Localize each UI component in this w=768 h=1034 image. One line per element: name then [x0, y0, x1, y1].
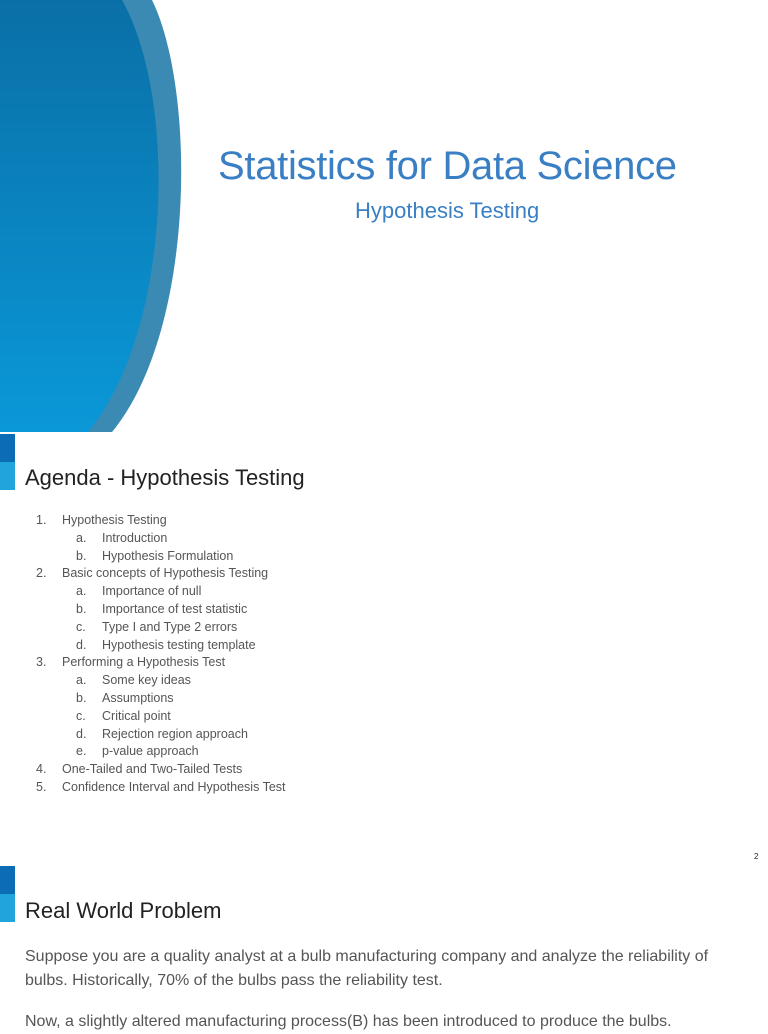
- agenda-subitem: e. p-value approach: [76, 744, 199, 759]
- agenda-list: [36, 512, 286, 797]
- agenda-item: 1. Hypothesis Testing: [36, 513, 167, 527]
- presentation-subtitle: Hypothesis Testing: [355, 198, 540, 223]
- accent-bar-light: [0, 894, 15, 922]
- agenda-heading: Agenda - Hypothesis Testing: [25, 465, 305, 490]
- agenda-item: 5. Confidence Interval and Hypothesis Test: [36, 779, 286, 794]
- agenda-item: 2. Basic concepts of Hypothesis Testing: [36, 566, 269, 581]
- agenda-item: 4. One-Tailed and Two-Tailed Tests: [36, 762, 243, 777]
- agenda-subitem: b. Hypothesis Formulation: [76, 548, 234, 563]
- page-number: 2: [754, 852, 759, 861]
- problem-paragraph: Suppose you are a quality analyst at a bulb manufacturing company and analyze the reliability of bulbs. Historically, 70% of the bulbs pass the reliability test.: [25, 948, 709, 989]
- section-heading: Real World Problem: [25, 898, 222, 923]
- presentation-title: Statistics for Data Science: [218, 144, 677, 188]
- agenda-subitem: b. Assumptions: [76, 690, 174, 705]
- agenda-subitem: a. Some key ideas: [76, 673, 191, 688]
- problem-paragraph-continued: Now, a slightly altered manufacturing process(B) has been introduced to produce the bulbs.: [25, 1013, 672, 1030]
- agenda-item: 3. Performing a Hypothesis Test: [36, 655, 226, 670]
- decorative-arc-shape: [0, 0, 200, 432]
- agenda-subitem: c. Type I and Type 2 errors: [76, 619, 238, 634]
- accent-bar-dark: [0, 434, 15, 462]
- accent-bar-dark: [0, 866, 15, 894]
- title-slide: [0, 0, 768, 432]
- agenda-subitem: d. Hypothesis testing template: [76, 637, 256, 652]
- agenda-subitem: a. Importance of null: [76, 584, 202, 599]
- agenda-subitem: d. Rejection region approach: [76, 726, 248, 741]
- accent-bar-light: [0, 462, 15, 490]
- agenda-subitem: b. Importance of test statistic: [76, 601, 248, 616]
- agenda-subitem: c. Critical point: [76, 708, 171, 723]
- agenda-subitem: a. Introduction: [76, 530, 168, 545]
